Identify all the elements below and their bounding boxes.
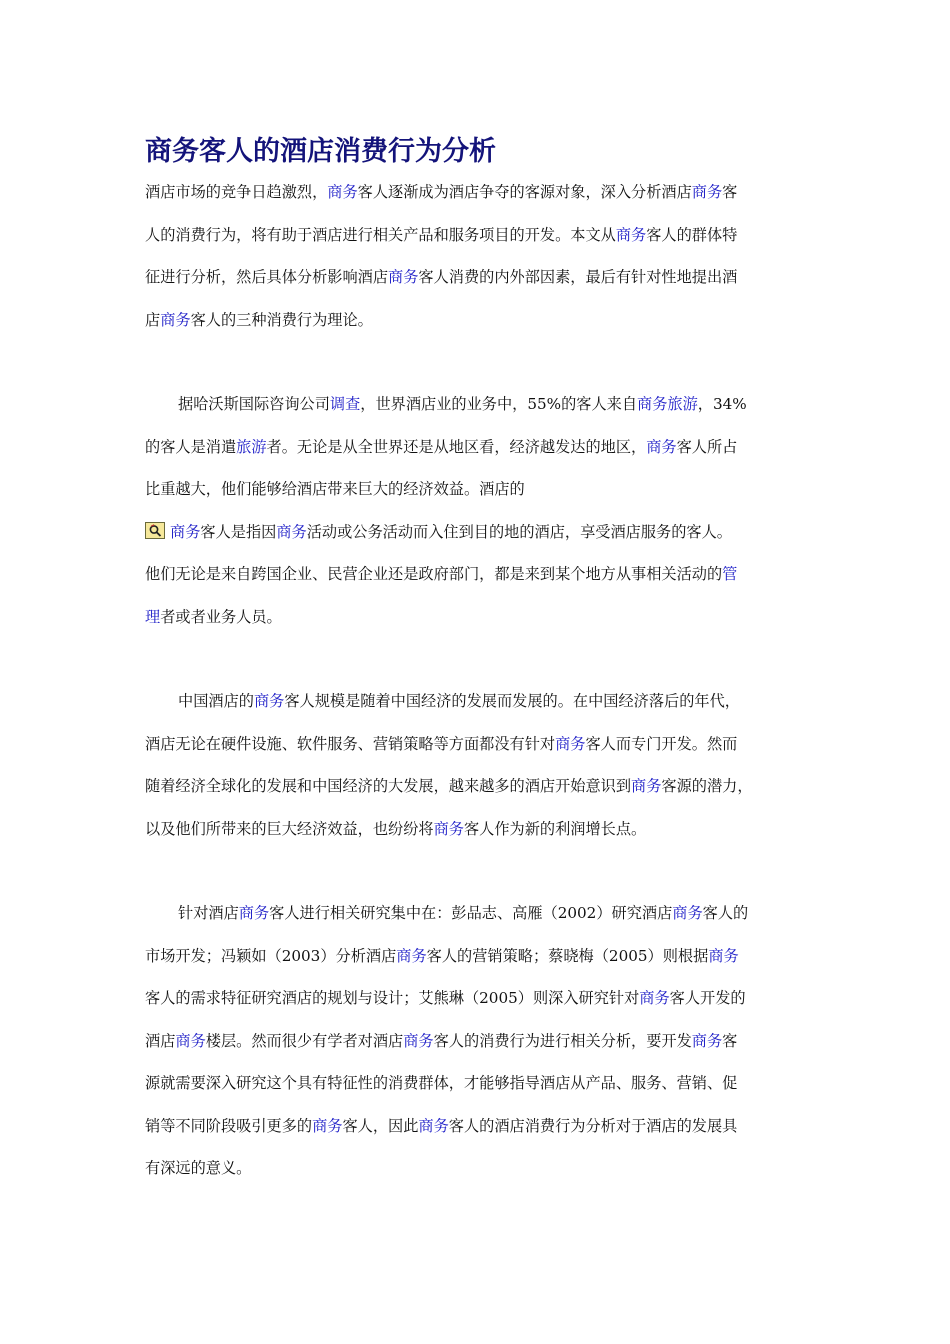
keyword-link[interactable]: 商务 [615, 225, 647, 244]
text-line [145, 935, 811, 978]
text-line [145, 596, 811, 639]
text-span: 者或者业务人员。 [160, 607, 282, 626]
keyword-link[interactable]: 商务 [253, 692, 285, 710]
keyword-link[interactable]: 商务 [639, 989, 670, 1007]
text-span: 酒店市场的竞争日趋激烈， [145, 183, 328, 201]
paragraph-spacer [145, 850, 811, 892]
text-span: 者。无论是从全世界还是从地区看，经济越发达的地区， [266, 437, 647, 456]
keyword-link[interactable]: 商务 [396, 946, 427, 965]
text-span: ，世界酒店业的业务中，55%的客人来自 [360, 395, 638, 413]
keyword-link[interactable]: 管 [722, 565, 738, 583]
keyword-link[interactable]: 旅游 [236, 437, 267, 456]
keyword-link[interactable]: 商务 [672, 904, 703, 922]
paragraph-intro [145, 171, 811, 341]
text-span: 客人的 [702, 904, 749, 922]
text-span: 客 [722, 1031, 738, 1050]
keyword-link[interactable]: 商务 [276, 522, 307, 541]
text-line [145, 511, 811, 554]
text-span: 征进行分析，然后具体分析影响酒店 [145, 268, 388, 286]
keyword-link[interactable]: 商务 [160, 310, 191, 329]
text-span: 客人进行相关研究集中在：彭品志、高雁（2002）研究酒店 [269, 904, 673, 922]
text-span: 有深远的意义。 [145, 1159, 252, 1177]
text-span: 酒店 [145, 1031, 176, 1050]
text-span: 客人的三种消费行为理论。 [190, 310, 373, 329]
text-line [145, 468, 811, 511]
text-line [145, 765, 811, 808]
text-span: 楼层。然而很少有学者对酒店 [205, 1031, 404, 1050]
text-span: 据哈沃斯国际咨询公司 [178, 395, 330, 413]
paragraph-research [145, 892, 811, 1190]
text-span: 比重越大，他们能够给酒店带来巨大的经济效益。酒店的 [145, 480, 525, 498]
text-span: 中国酒店的 [178, 692, 254, 710]
text-span: 客人的需求特征研究酒店的规划与设计；艾熊琳（2005）则深入研究针对 [145, 989, 640, 1007]
text-line [145, 553, 811, 596]
text-line [145, 299, 811, 342]
text-span: 客人作为新的利润增长点。 [463, 819, 647, 838]
text-span: 人的消费行为，将有助于酒店进行相关产品和服务项目的开发。本文从 [145, 225, 616, 244]
text-line [145, 1105, 811, 1148]
text-span: 店 [145, 310, 161, 329]
text-span: ，34% [697, 395, 747, 413]
text-span: 酒店无论在硬件设施、软件服务、营销策略等方面都没有针对 [145, 734, 556, 753]
paragraph-spacer [145, 638, 811, 680]
keyword-link[interactable]: 商务 [708, 946, 739, 965]
text-line [145, 214, 811, 257]
text-span: 活动或公务活动而入住到目的地的酒店，享受酒店服务的客人。 [306, 522, 732, 541]
keyword-link[interactable]: 调查 [329, 395, 361, 413]
text-span: 源就需要深入研究这个具有特征性的消费群体，才能够指导酒店从产品、服务、营销、促 [145, 1074, 738, 1092]
text-line [145, 1147, 811, 1190]
keyword-link[interactable]: 商务 [418, 1116, 449, 1135]
paragraph-china [145, 680, 811, 850]
keyword-link[interactable]: 商务 [175, 1031, 206, 1050]
text-span: 客人的消费行为进行相关分析，要开发 [433, 1031, 692, 1050]
keyword-link[interactable]: 商务 [327, 183, 358, 201]
text-span: 的客人是消遣 [145, 437, 237, 456]
text-span: 以及他们所带来的巨大经济效益，也纷纷将 [145, 819, 434, 838]
article-title: 商务客人的酒店消费行为分析 [145, 136, 496, 167]
text-line [145, 1020, 811, 1063]
text-span: 客人的酒店消费行为分析对于酒店的发展具 [448, 1116, 738, 1135]
text-line [145, 977, 811, 1020]
text-line [145, 680, 811, 723]
text-span: 客人消费的内外部因素，最后有针对性地提出酒 [418, 268, 738, 286]
search-link-icon[interactable] [145, 522, 165, 539]
text-span: 客人的群体特 [646, 225, 738, 244]
text-span: 针对酒店 [178, 904, 239, 922]
text-line [145, 256, 811, 299]
keyword-link[interactable]: 商务 [433, 819, 464, 838]
text-span: 客人的营销策略；蔡晓梅（2005）则根据 [426, 946, 709, 965]
text-span: 客人是指因 [200, 522, 277, 541]
paragraph-survey [145, 383, 811, 638]
text-line [145, 892, 811, 935]
keyword-link[interactable]: 理 [145, 607, 161, 626]
text-span: 销等不同阶段吸引更多的 [145, 1116, 313, 1135]
text-line [145, 808, 811, 851]
keyword-link[interactable]: 商务 [312, 1116, 343, 1135]
text-span: 客人而专门开发。然而 [585, 734, 738, 753]
keyword-link[interactable]: 商务 [403, 1031, 434, 1050]
text-line [145, 383, 811, 426]
text-span: 他们无论是来自跨国企业、民营企业还是政府部门，都是来到某个地方从事相关活动的 [145, 565, 723, 583]
keyword-link[interactable]: 商务旅游 [637, 395, 698, 413]
article [145, 133, 811, 1190]
text-line [145, 1062, 811, 1105]
keyword-link[interactable]: 商务 [555, 734, 586, 753]
paragraph-spacer [145, 341, 811, 383]
keyword-link[interactable]: 商务 [646, 437, 677, 456]
text-span: 客 [722, 183, 738, 201]
text-span: 客人逐渐成为酒店争夺的客源对象，深入分析酒店 [357, 183, 692, 201]
keyword-link[interactable]: 商务 [691, 183, 723, 201]
keyword-link[interactable]: 商务 [691, 1031, 723, 1050]
text-span: 客源的潜力， [661, 777, 753, 795]
keyword-link[interactable]: 商务 [170, 522, 201, 541]
keyword-link[interactable]: 商务 [388, 268, 419, 286]
keyword-link[interactable]: 商务 [238, 904, 270, 922]
text-line [145, 171, 811, 214]
text-span: 客人所占 [676, 437, 738, 456]
text-line [145, 426, 811, 469]
text-span: 市场开发；冯颖如（2003）分析酒店 [145, 946, 397, 965]
text-span: 客人，因此 [342, 1116, 419, 1135]
text-span: 随着经济全球化的发展和中国经济的大发展，越来越多的酒店开始意识到 [145, 777, 631, 795]
text-line [145, 723, 811, 766]
text-span: 客人开发的 [669, 989, 746, 1007]
text-span: 客人规模是随着中国经济的发展而发展的。在中国经济落后的年代， [284, 692, 740, 710]
keyword-link[interactable]: 商务 [631, 777, 662, 795]
